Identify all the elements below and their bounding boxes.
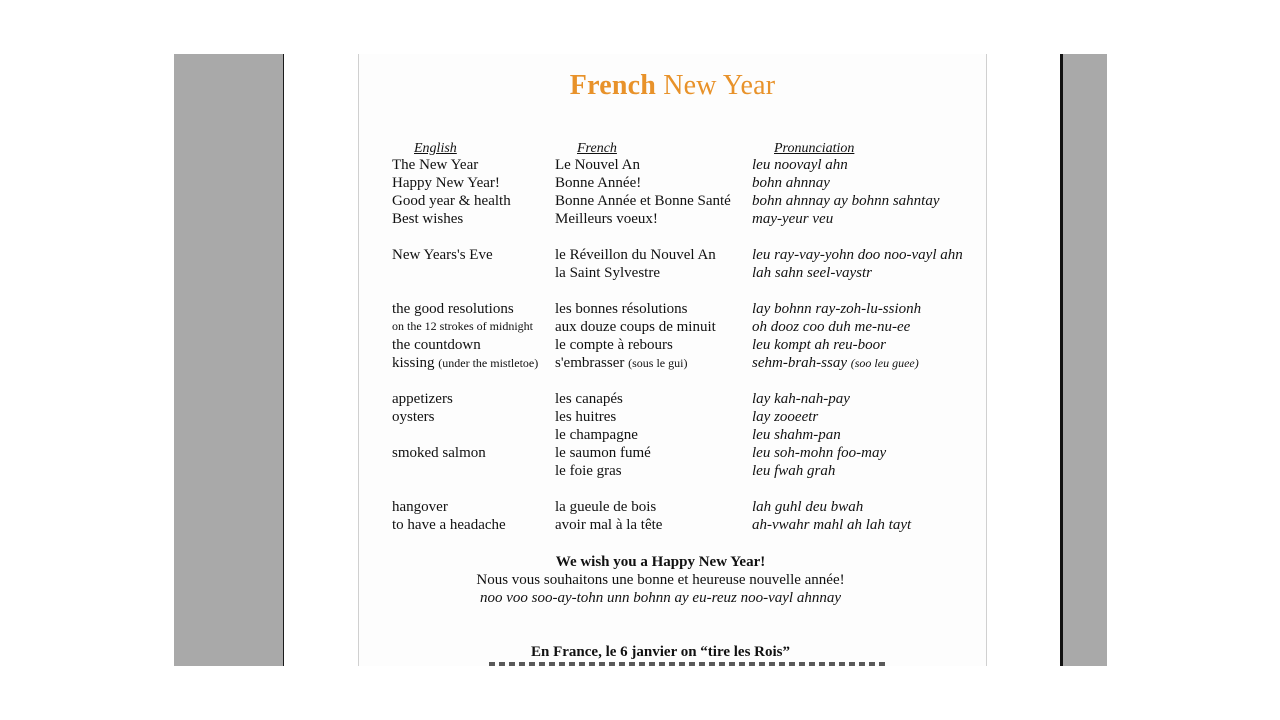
right-gutter xyxy=(1060,54,1107,666)
cell-english-text: appetizers xyxy=(392,391,453,407)
cell-english-text: Happy New Year! xyxy=(392,175,500,191)
page-title xyxy=(359,70,986,102)
title-rest: New Year xyxy=(656,70,776,101)
cell-french-text: les huitres xyxy=(555,409,617,425)
cell-english xyxy=(392,445,486,462)
cell-pronunciation xyxy=(752,427,841,444)
cell-french-text: le compte à rebours xyxy=(555,337,673,353)
table-row xyxy=(392,229,982,247)
cell-french-text: la gueule de bois xyxy=(555,499,657,515)
cell-english-text: kissing xyxy=(392,355,435,371)
cell-french-text: le Réveillon du Nouvel An xyxy=(555,247,716,263)
table-row xyxy=(392,319,982,337)
cell-pronunciation xyxy=(752,301,921,318)
header-french: French xyxy=(577,141,617,156)
table-row xyxy=(392,175,982,193)
cell-pronunciation xyxy=(752,409,818,426)
cell-french xyxy=(555,355,687,372)
cell-french xyxy=(555,193,731,210)
cell-french xyxy=(555,409,616,426)
cell-english xyxy=(392,175,500,192)
cell-pronunciation-text: oh dooz coo duh me-nu-ee xyxy=(752,319,911,335)
cell-english-text: New Years's Eve xyxy=(392,247,493,263)
cell-pronunciation-text: leu noovayl ahn xyxy=(752,157,848,173)
cell-english-text: on the 12 strokes of midnight xyxy=(392,319,533,333)
cell-english-text: The New Year xyxy=(392,157,479,173)
document-viewer[interactable] xyxy=(174,54,1107,666)
cell-english xyxy=(392,391,453,408)
cell-english xyxy=(392,211,463,228)
table-row xyxy=(392,211,982,229)
cell-english xyxy=(392,409,435,426)
cell-english-text: oysters xyxy=(392,409,435,425)
cell-english xyxy=(392,517,506,534)
cell-english-text: the good resolutions xyxy=(392,301,514,317)
cell-english xyxy=(392,355,538,372)
cell-french-text: le champagne xyxy=(555,427,638,443)
header-pronunciation: Pronunciation xyxy=(774,141,855,156)
table-row xyxy=(392,499,982,517)
cell-french-text: les canapés xyxy=(555,391,623,407)
cell-pronunciation xyxy=(752,337,886,354)
cell-french-text: s'embrasser xyxy=(555,355,625,371)
cell-pronunciation-text: sehm-brah-ssay xyxy=(752,355,847,371)
table-row xyxy=(392,247,982,265)
cell-english xyxy=(392,337,481,354)
cell-french-text: avoir mal à la tête xyxy=(555,517,663,533)
cell-pronunciation xyxy=(752,445,886,462)
cell-french xyxy=(555,499,656,516)
cell-french xyxy=(555,517,662,534)
cell-french-text: Bonne Année et Bonne Santé xyxy=(555,193,731,209)
cell-french xyxy=(555,247,716,264)
cell-pronunciation-text: may-yeur veu xyxy=(752,211,834,227)
cell-pronunciation xyxy=(752,463,835,480)
rois-heading: En France, le 6 janvier on “tire les Rois” xyxy=(531,644,790,660)
cell-french-note: (sous le gui) xyxy=(628,356,688,370)
cell-french-text: la Saint Sylvestre xyxy=(555,265,660,281)
cell-pronunciation-text: bohn ahnnay ay bohnn sahntay xyxy=(752,193,940,209)
cell-pronunciation xyxy=(752,193,939,210)
table-row xyxy=(392,445,982,463)
cell-pronunciation-text: bohn ahnnay xyxy=(752,175,830,191)
cell-pronunciation xyxy=(752,211,833,228)
table-row xyxy=(392,427,982,445)
cell-pronunciation-text: leu kompt ah reu-boor xyxy=(752,337,887,353)
cell-english-note: (under the mistletoe) xyxy=(438,356,539,370)
cell-english xyxy=(392,319,533,334)
table-row xyxy=(392,391,982,409)
cell-pronunciation xyxy=(752,247,963,264)
cell-french-text: le saumon fumé xyxy=(555,445,651,461)
cell-english-text: hangover xyxy=(392,499,448,515)
table-row xyxy=(392,337,982,355)
cell-pronunciation-text: lah sahn seel-vaystr xyxy=(752,265,872,281)
cell-pronunciation xyxy=(752,157,848,174)
cell-french xyxy=(555,211,658,228)
cell-pronunciation-text: lay bohnn ray-zoh-lu-ssionh xyxy=(752,301,922,317)
table-row xyxy=(392,373,982,391)
cell-english-text: smoked salmon xyxy=(392,445,486,461)
cell-french xyxy=(555,337,673,354)
cell-pronunciation-text: lah guhl deu bwah xyxy=(752,499,864,515)
cell-french xyxy=(555,427,638,444)
cell-french-text: Le Nouvel An xyxy=(555,157,640,173)
wish-french: Nous vous souhaitons une bonne et heureuse nouvelle année! xyxy=(476,572,845,588)
left-gutter xyxy=(174,54,284,666)
cell-pronunciation xyxy=(752,319,910,336)
table-row xyxy=(392,355,982,373)
table-row xyxy=(392,193,982,211)
cell-pronunciation-text: leu fwah grah xyxy=(752,463,836,479)
wish-pronunciation: noo voo soo-ay-tohn unn bohnn ay eu-reuz noo-vayl ahnnay xyxy=(479,590,842,606)
cell-french-text: les bonnes résolutions xyxy=(555,301,688,317)
cell-french-text: Bonne Année! xyxy=(555,175,642,191)
cell-pronunciation-text: lay zooeetr xyxy=(752,409,819,425)
table-row xyxy=(392,265,982,283)
cell-pronunciation xyxy=(752,265,872,282)
cell-french-text: le foie gras xyxy=(555,463,622,479)
cell-pronunciation xyxy=(752,175,830,192)
header-english: English xyxy=(414,141,457,156)
cell-french xyxy=(555,265,660,282)
cell-english xyxy=(392,301,514,318)
table-row xyxy=(392,283,982,301)
cell-french-text: Meilleurs voeux! xyxy=(555,211,658,227)
cell-french xyxy=(555,391,623,408)
cell-pronunciation-text: leu ray-vay-yohn doo noo-vayl ahn xyxy=(752,247,963,263)
cell-pronunciation-text: leu soh-mohn foo-may xyxy=(752,445,887,461)
cell-pronunciation xyxy=(752,517,911,534)
cell-pronunciation xyxy=(752,499,863,516)
cell-french xyxy=(555,319,716,336)
cell-english xyxy=(392,193,511,210)
table-row xyxy=(392,481,982,499)
table-row xyxy=(392,463,982,481)
table-row xyxy=(392,409,982,427)
cell-english-text: Best wishes xyxy=(392,211,464,227)
cell-french xyxy=(555,301,688,318)
document-page xyxy=(358,54,987,666)
title-bold-word: French xyxy=(569,70,656,101)
cell-english-text: the countdown xyxy=(392,337,481,353)
cell-english xyxy=(392,499,448,516)
cell-french xyxy=(555,445,651,462)
cell-french xyxy=(555,463,622,480)
cutoff-text-line xyxy=(489,662,889,666)
cell-english xyxy=(392,247,493,264)
cell-french xyxy=(555,157,640,174)
wish-english: We wish you a Happy New Year! xyxy=(555,554,766,570)
cell-pronunciation-text: ah-vwahr mahl ah lah tayt xyxy=(752,517,912,533)
table-row xyxy=(392,157,982,175)
cell-pronunciation-text: lay kah-nah-pay xyxy=(752,391,850,407)
vocabulary-table xyxy=(392,157,982,535)
cell-french-text: aux douze coups de minuit xyxy=(555,319,716,335)
cell-pronunciation xyxy=(752,355,919,372)
cell-english-text: Good year & health xyxy=(392,193,511,209)
cell-french xyxy=(555,175,641,192)
cell-english xyxy=(392,157,478,174)
cell-pronunciation xyxy=(752,391,850,408)
table-row xyxy=(392,517,982,535)
cell-pronunciation-text: leu shahm-pan xyxy=(752,427,841,443)
table-row xyxy=(392,301,982,319)
cell-pronunciation-note: (soo leu guee) xyxy=(850,356,919,370)
cell-english-text: to have a headache xyxy=(392,517,506,533)
